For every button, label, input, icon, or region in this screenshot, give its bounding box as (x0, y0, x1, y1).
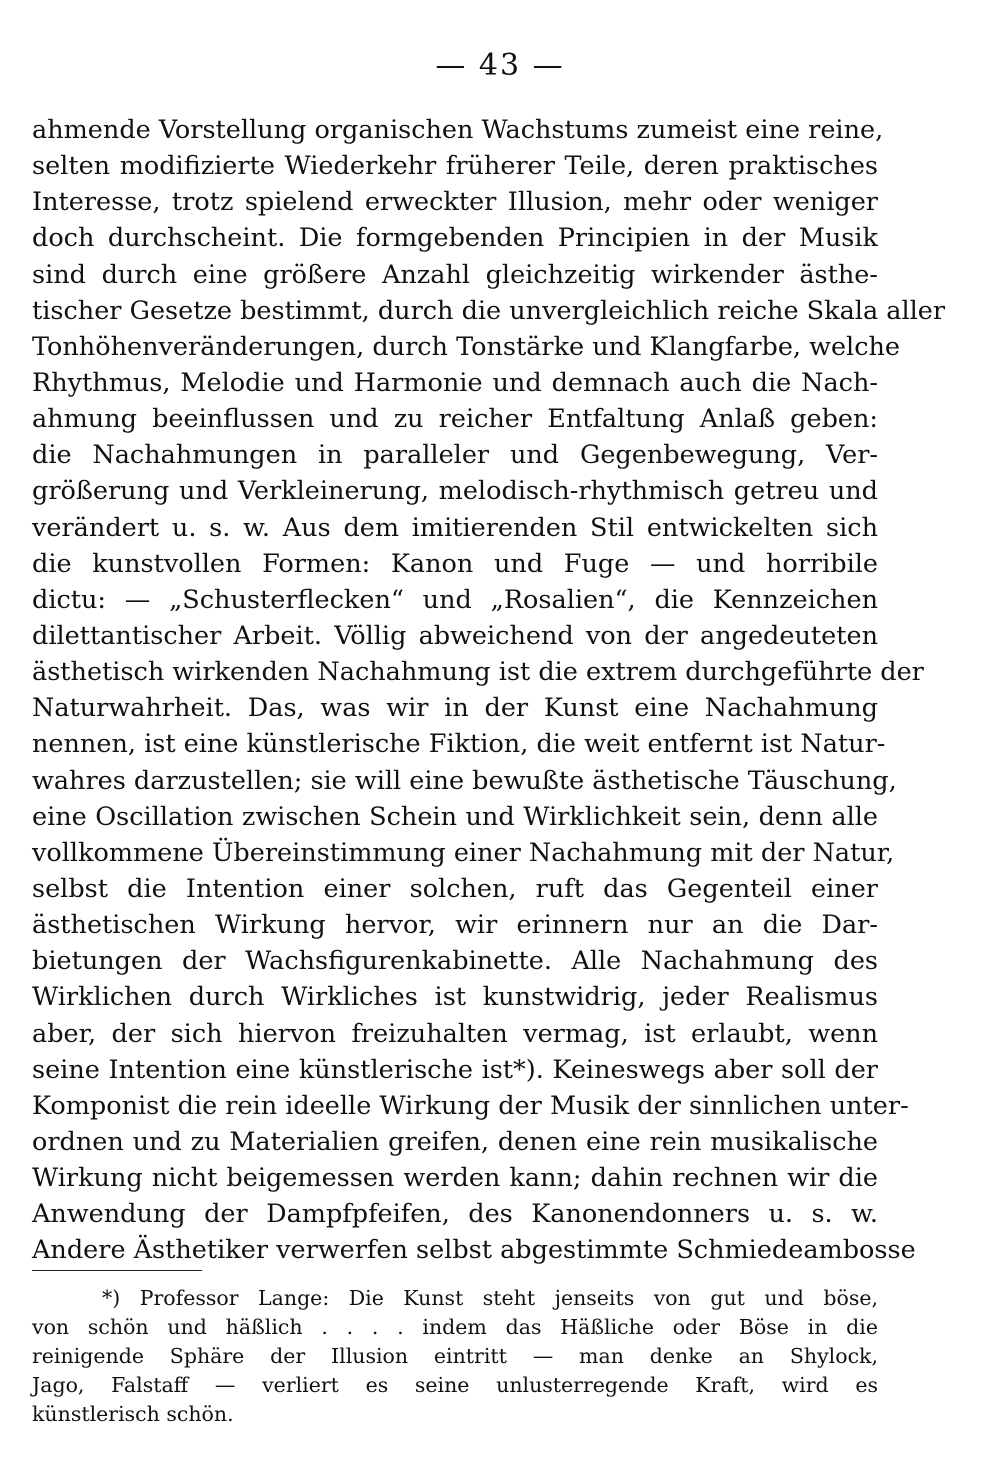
footnote-line: von schön und häßlich . . . . indem das Häßliche oder Böse in die (32, 1315, 878, 1339)
body-text (32, 112, 946, 1269)
body-line: ästhetischen Wirkung hervor, wir erinnern nur an die Dar- (32, 910, 878, 941)
footnote-line: Jago, Falstaff — verliert es seine unlusterregende Kraft, wird es (32, 1373, 878, 1397)
body-line: Naturwahrheit. Das, was wir in der Kunst eine Nachahmung (32, 693, 878, 724)
body-line: selten modifizierte Wiederkehr früherer Teile, deren praktisches (32, 151, 878, 182)
body-line: ahmung beeinflussen und zu reicher Entfaltung Anlaß geben: (32, 404, 878, 435)
body-line: Wirkung nicht beigemessen werden kann; dahin rechnen wir die (32, 1163, 878, 1194)
body-line: ahmende Vorstellung organischen Wachstums zumeist eine reine, (32, 115, 884, 145)
body-line: ordnen und zu Materialien greifen, denen eine rein musikalische (32, 1126, 878, 1157)
body-line: ästhetisch wirkenden Nachahmung ist die extrem durchgeführte der (32, 657, 924, 688)
body-line: Rhythmus, Melodie und Harmonie und demnach auch die Nach- (32, 367, 878, 398)
body-line: Interesse, trotz spielend erweckter Illusion, mehr oder weniger (32, 187, 878, 218)
body-line: aber, der sich hiervon freizuhalten vermag, ist erlaubt, wenn (32, 1018, 878, 1049)
body-line: wahres darzustellen; sie will eine bewußte ästhetische Täuschung, (32, 765, 897, 796)
body-line: bietungen der Wachsfigurenkabinette. Alle Nachahmung des (32, 946, 878, 977)
body-line: die kunstvollen Formen: Kanon und Fuge — und horribile (32, 548, 878, 579)
footnote-line: *) Professor Lange: Die Kunst steht jenseits von gut und böse, (102, 1286, 878, 1310)
body-line: vollkommene Übereinstimmung einer Nachahmung mit der Natur, (32, 837, 895, 868)
footnote-line: künstlerisch schön. (32, 1402, 234, 1426)
body-line: nennen, ist eine künstlerische Fiktion, die weit entfernt ist Natur- (32, 729, 886, 760)
body-line: verändert u. s. w. Aus dem imitierenden Stil entwickelten sich (32, 512, 878, 543)
footnote (32, 1284, 878, 1429)
page-number: — 43 — (435, 48, 565, 83)
body-line: Tonhöhenveränderungen, durch Tonstärke und Klangfarbe, welche (32, 331, 901, 362)
body-line: tischer Gesetze bestimmt, durch die unvergleichlich reiche Skala aller (32, 295, 946, 326)
body-line: die Nachahmungen in paralleler und Gegenbewegung, Ver- (32, 440, 878, 471)
body-line: Wirklichen durch Wirkliches ist kunstwidrig, jeder Realismus (32, 982, 878, 1013)
body-line: selbst die Intention einer solchen, ruft das Gegenteil einer (32, 873, 878, 904)
body-line: dictu: — „Schusterflecken“ und „Rosalien“, die Kennzeichen (32, 584, 878, 615)
body-line: eine Oscillation zwischen Schein und Wirklichkeit sein, denn alle (32, 801, 878, 832)
body-line: seine Intention eine künstlerische ist*). Keineswegs aber soll der (32, 1054, 878, 1085)
body-line: Anwendung der Dampfpfeifen, des Kanonendonners u. s. w. (32, 1199, 878, 1230)
footnote-separator (32, 1270, 202, 1271)
body-line: Komponist die rein ideelle Wirkung der Musik der sinnlichen unter- (32, 1090, 909, 1121)
body-line: sind durch eine größere Anzahl gleichzeitig wirkender ästhe- (32, 259, 878, 290)
body-line: Andere Ästhetiker verwerfen selbst abgestimmte Schmiedeambosse (32, 1235, 916, 1266)
footnote-line: reinigende Sphäre der Illusion eintritt — man denke an Shylock, (32, 1344, 878, 1368)
body-line: größerung und Verkleinerung, melodisch-rhythmisch getreu und (32, 476, 878, 507)
body-line: doch durchscheint. Die formgebenden Principien in der Musik (32, 223, 878, 254)
body-line: dilettantischer Arbeit. Völlig abweichend von der angedeuteten (32, 620, 878, 651)
